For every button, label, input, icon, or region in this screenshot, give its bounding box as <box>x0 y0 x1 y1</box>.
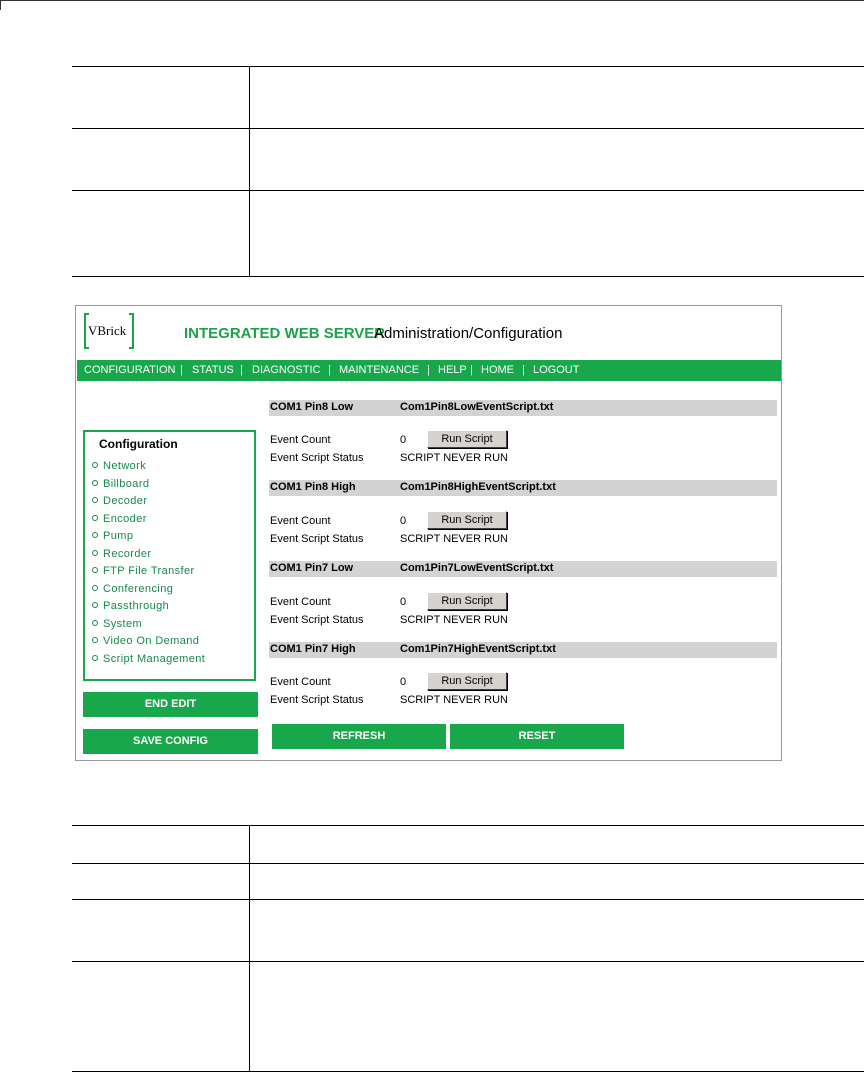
nav-separator: | <box>427 364 430 376</box>
sidebar-item-conferencing[interactable]: Conferencing <box>92 583 173 595</box>
run-script-button[interactable]: Run Script <box>427 511 507 529</box>
script-filename: Com1Pin7LowEventScript.txt <box>400 562 554 574</box>
section-header <box>269 561 777 577</box>
nav-separator: | <box>522 364 525 376</box>
nav-separator: | <box>240 364 243 376</box>
nav-configuration[interactable]: CONFIGURATION <box>84 364 176 376</box>
logo-text: VBrick <box>88 323 127 338</box>
bullet-icon <box>92 480 98 486</box>
web-server-screenshot <box>75 305 782 761</box>
refresh-button[interactable]: REFRESH <box>272 724 446 749</box>
bullet-icon <box>92 637 98 643</box>
script-filename: Com1Pin8HighEventScript.txt <box>400 481 556 493</box>
nav-status[interactable]: STATUS <box>192 364 234 376</box>
page-left-rule <box>0 0 1 10</box>
section-header <box>269 480 777 496</box>
script-filename: Com1Pin7HighEventScript.txt <box>400 643 556 655</box>
section-header <box>269 642 777 658</box>
sidebar-item-billboard[interactable]: Billboard <box>92 478 149 490</box>
section-label: COM1 Pin8 Low <box>270 401 354 413</box>
event-script-status-value: SCRIPT NEVER RUN <box>400 694 508 706</box>
bullet-icon <box>92 515 98 521</box>
nav-help[interactable]: HELP <box>438 364 467 376</box>
run-script-button[interactable]: Run Script <box>427 592 507 610</box>
event-count-value: 0 <box>400 434 407 446</box>
bullet-icon <box>92 655 98 661</box>
section-label: COM1 Pin8 High <box>270 481 356 493</box>
sidebar-item-ftp-file-transfer[interactable]: FTP File Transfer <box>92 565 195 577</box>
run-script-button[interactable]: Run Script <box>427 672 507 690</box>
bullet-icon <box>92 567 98 573</box>
bullet-icon <box>92 462 98 468</box>
bullet-icon <box>92 585 98 591</box>
run-script-button[interactable]: Run Script <box>427 430 507 448</box>
sidebar-item-video-on-demand[interactable]: Video On Demand <box>92 635 199 647</box>
reset-button[interactable]: RESET <box>450 724 624 749</box>
section-header <box>269 400 777 416</box>
app-subtitle: Administration/Configuration <box>374 325 563 342</box>
sidebar-heading: Configuration <box>99 437 178 451</box>
nav-separator: | <box>470 364 473 376</box>
event-count-label: Event Count <box>270 676 331 688</box>
event-script-status-label: Event Script Status <box>270 452 364 464</box>
nav-separator: | <box>328 364 331 376</box>
nav-separator: | <box>180 364 183 376</box>
bullet-icon <box>92 602 98 608</box>
save-config-button[interactable]: SAVE CONFIG <box>83 729 258 754</box>
bullet-icon <box>92 550 98 556</box>
section-label: COM1 Pin7 Low <box>270 562 354 574</box>
sidebar-item-script-management[interactable]: Script Management <box>92 653 205 665</box>
section-label: COM1 Pin7 High <box>270 643 356 655</box>
event-script-status-value: SCRIPT NEVER RUN <box>400 452 508 464</box>
event-count-label: Event Count <box>270 434 331 446</box>
nav-logout[interactable]: LOGOUT <box>533 364 580 376</box>
nav-home[interactable]: HOME <box>481 364 514 376</box>
bullet-icon <box>92 497 98 503</box>
app-title: INTEGRATED WEB SERVER <box>184 325 386 342</box>
event-count-value: 0 <box>400 515 407 527</box>
config-sidebar <box>83 430 256 681</box>
script-filename: Com1Pin8LowEventScript.txt <box>400 401 554 413</box>
sidebar-item-encoder[interactable]: Encoder <box>92 513 147 525</box>
event-script-status-label: Event Script Status <box>270 614 364 626</box>
top-nav <box>77 360 781 381</box>
event-script-status-value: SCRIPT NEVER RUN <box>400 533 508 545</box>
page-top-rule <box>0 0 864 1</box>
sidebar-item-network[interactable]: Network <box>92 460 146 472</box>
sidebar-item-system[interactable]: System <box>92 618 142 630</box>
sidebar-item-decoder[interactable]: Decoder <box>92 495 147 507</box>
sidebar-item-recorder[interactable]: Recorder <box>92 548 151 560</box>
event-count-label: Event Count <box>270 515 331 527</box>
event-count-value: 0 <box>400 676 407 688</box>
nav-diagnostic[interactable]: DIAGNOSTIC <box>252 364 321 376</box>
end-edit-button[interactable]: END EDIT <box>83 692 258 717</box>
event-count-value: 0 <box>400 596 407 608</box>
sidebar-item-passthrough[interactable]: Passthrough <box>92 600 169 612</box>
event-script-status-label: Event Script Status <box>270 533 364 545</box>
vbrick-logo <box>83 311 135 351</box>
nav-maintenance[interactable]: MAINTENANCE <box>339 364 420 376</box>
event-script-status-value: SCRIPT NEVER RUN <box>400 614 508 626</box>
event-script-status-label: Event Script Status <box>270 694 364 706</box>
bullet-icon <box>92 532 98 538</box>
sidebar-item-pump[interactable]: Pump <box>92 530 133 542</box>
bullet-icon <box>92 620 98 626</box>
event-count-label: Event Count <box>270 596 331 608</box>
